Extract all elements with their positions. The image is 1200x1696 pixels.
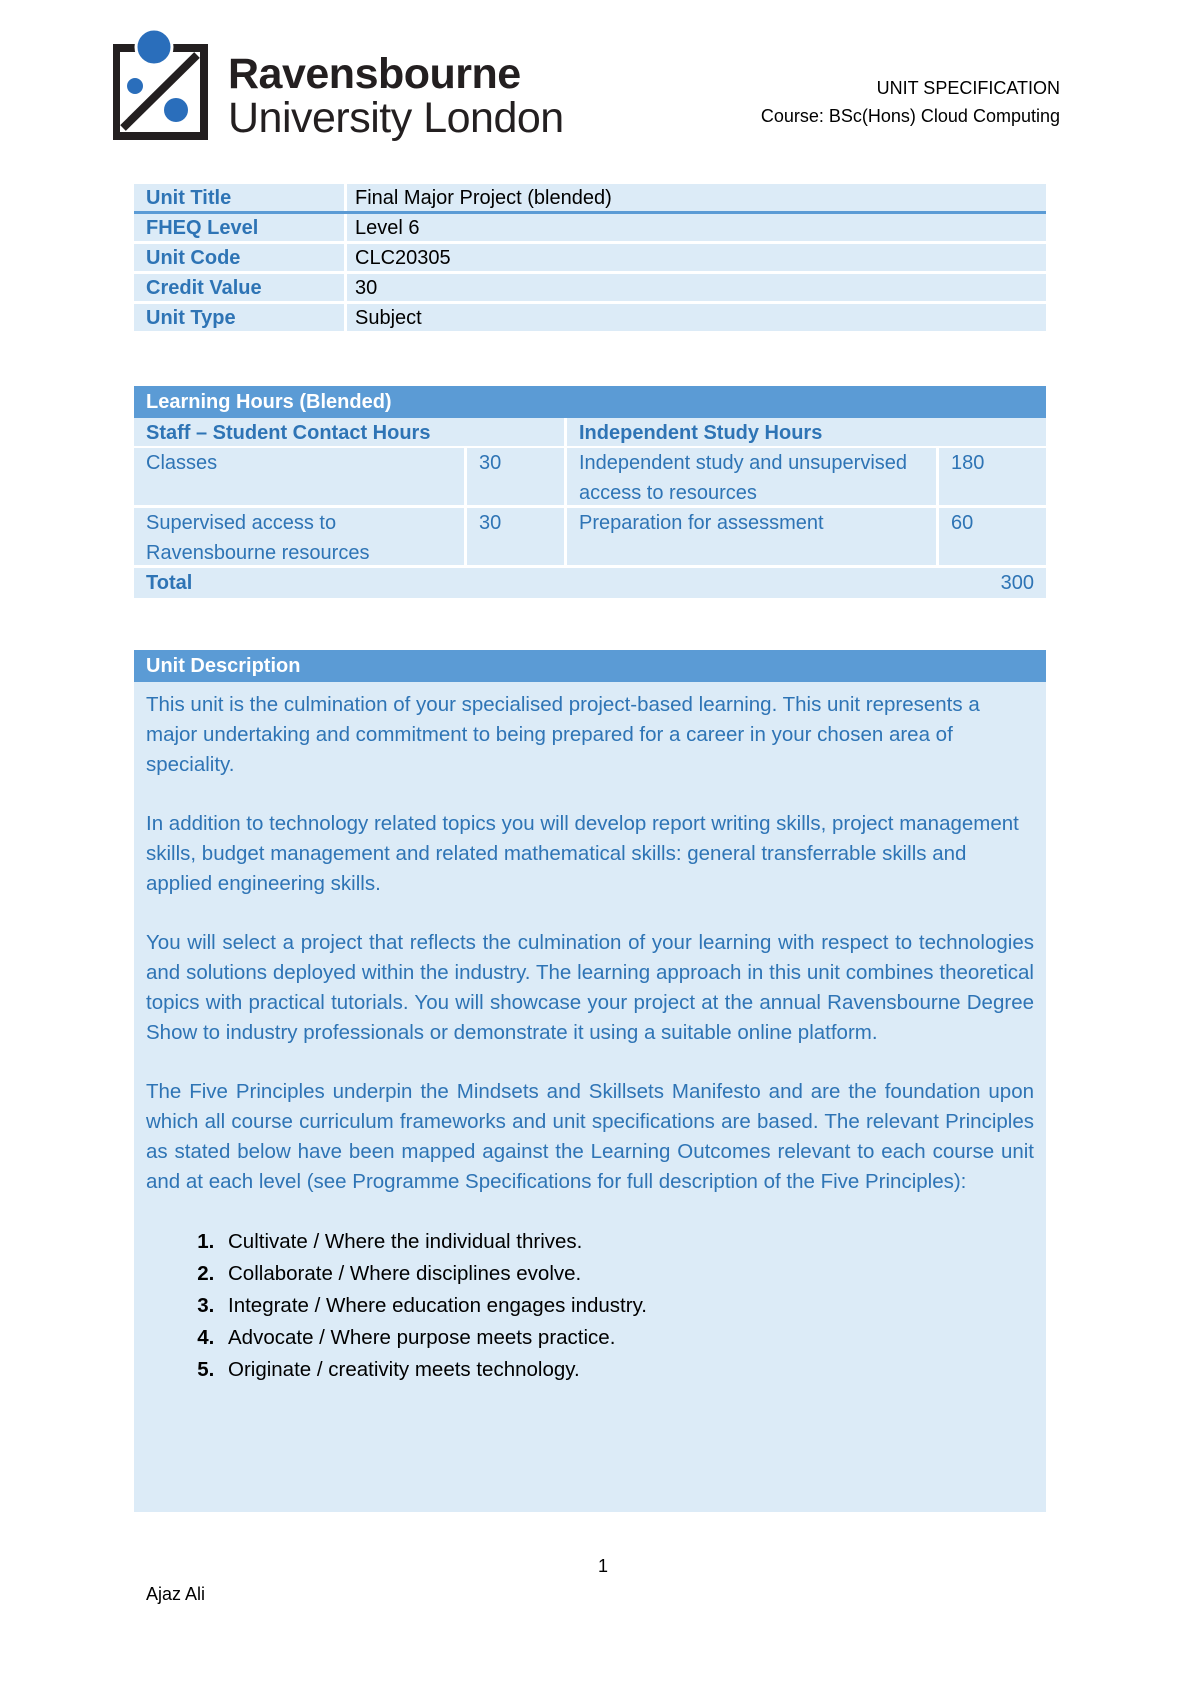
- learning-hours-title: Learning Hours (Blended): [134, 386, 1046, 418]
- description-paragraph: In addition to technology related topics you will develop report writing skills, project management skills, budget management and related mathematical skills: general transferrable skills and applied engineering skills.: [146, 812, 1019, 895]
- doc-type: UNIT SPECIFICATION: [876, 78, 1060, 98]
- independent-hours-value: 60: [936, 508, 1046, 565]
- unit-info-label: Unit Title: [146, 187, 232, 209]
- staff-hours-label: Supervised access to Ravensbourne resources: [146, 512, 370, 564]
- independent-hours-label: Preparation for assessment: [564, 508, 936, 565]
- independent-hours-value: 180: [936, 448, 1046, 505]
- learning-hours-subheader: [134, 418, 1046, 448]
- principle-item: 2. Collaborate / Where disciplines evolve.: [220, 1258, 1034, 1290]
- principle-item: 1. Cultivate / Where the individual thrives.: [220, 1226, 1034, 1258]
- unit-description-body: [134, 682, 1046, 1512]
- unit-info-label: FHEQ Level: [146, 217, 259, 239]
- learning-hours-table: [134, 386, 1046, 598]
- unit-description-title: Unit Description: [134, 650, 1046, 682]
- total-label: Total: [146, 572, 193, 594]
- unit-description-section: [134, 650, 1046, 1512]
- logo-line-1: Ravensbourne: [228, 50, 521, 98]
- unit-info-value: 30: [344, 274, 1046, 301]
- staff-hours-value: 30: [464, 508, 564, 565]
- unit-info-row: [134, 184, 1046, 214]
- unit-info-table: [134, 184, 1046, 334]
- university-logo-mark: [113, 28, 213, 142]
- staff-hours-header: Staff – Student Contact Hours: [146, 422, 431, 444]
- description-paragraph: This unit is the culmination of your specialised project-based learning. This unit represents a major undertaking and commitment to being prepared for a career in your chosen area of speciality.: [146, 693, 980, 776]
- staff-hours-value: 30: [464, 448, 564, 505]
- unit-info-row: [134, 244, 1046, 274]
- page-number: 1: [598, 1556, 609, 1576]
- unit-info-row: [134, 214, 1046, 244]
- principle-item: 3. Integrate / Where education engages industry.: [220, 1290, 1034, 1322]
- course-name: Course: BSc(Hons) Cloud Computing: [760, 106, 1060, 126]
- document-header: [761, 74, 1060, 130]
- independent-hours-header: Independent Study Hours: [564, 418, 1046, 446]
- principle-item: 4. Advocate / Where purpose meets practice.: [220, 1322, 1034, 1354]
- total-value: 300: [1000, 572, 1034, 594]
- unit-info-value: Level 6: [344, 214, 1046, 241]
- independent-hours-label: Independent study and unsupervised access to resources: [564, 448, 936, 505]
- unit-info-label: Unit Type: [146, 307, 236, 329]
- unit-info-value: Final Major Project (blended): [344, 184, 1046, 211]
- logo-line-2: University London: [228, 94, 564, 142]
- unit-info-row: [134, 274, 1046, 304]
- unit-info-row: [134, 304, 1046, 334]
- university-logo-text: [228, 52, 564, 140]
- unit-info-label: Credit Value: [146, 277, 262, 299]
- hours-row: [134, 508, 1046, 568]
- unit-info-value: CLC20305: [344, 244, 1046, 271]
- staff-hours-label: Classes: [146, 452, 218, 474]
- unit-info-label: Unit Code: [146, 247, 241, 269]
- principle-item: 5. Originate / creativity meets technology.: [220, 1354, 1034, 1386]
- unit-info-value: Subject: [344, 304, 1046, 331]
- hours-row: [134, 448, 1046, 508]
- description-paragraph: You will select a project that reflects the culmination of your learning with respect to technologies and solutions deployed within the industry. The learning approach in this unit combines theoretical topics with practical tutorials. You will showcase your project at the annual Ravensbourne Degree Show to industry professionals or demonstrate it using a suitable online platform.: [146, 931, 1034, 1044]
- hours-total-row: [134, 568, 1046, 598]
- description-paragraph: The Five Principles underpin the Mindsets and Skillsets Manifesto and are the foundation upon which all course curriculum frameworks and unit specifications are based. The relevant Principles as stated below have been mapped against the Learning Outcomes relevant to each course unit and at each level (see Programme Specifications for full description of the Five Principles):: [146, 1080, 1034, 1193]
- author-name: Ajaz Ali: [146, 1584, 206, 1604]
- five-principles-list: [146, 1226, 1034, 1386]
